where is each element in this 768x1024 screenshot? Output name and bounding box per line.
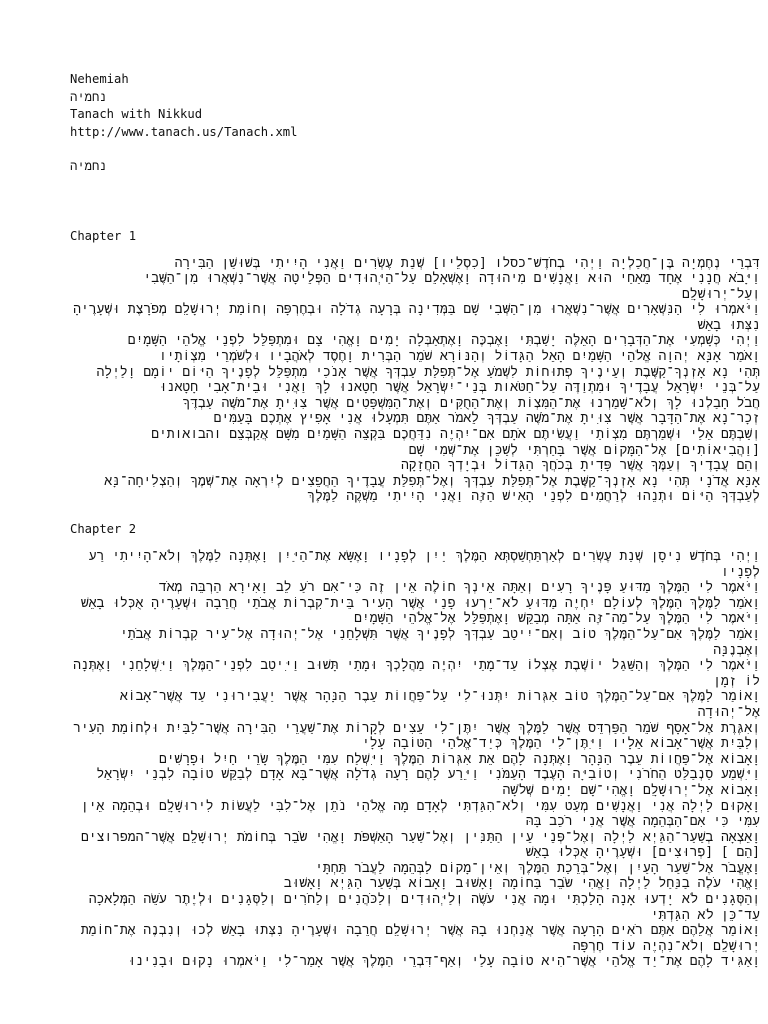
verse-line: וָאוֹמַר אֲלֵהֶם אַתֶּם רֹאִים הָרָעָה אֲשֶׁר אֲנַחְנוּ בָהּ אֲשֶׁר יְרוּשָׁלִַם חֲרֵבָה וּשְׁעָרֶיהָ נִצְּתוּ בָאֵשׁ לְכוּ וְנִבְנֶה אֶת־חוֹמַת יְרוּשָׁלִַם וְלֹא־נִהְיֶה עוֹד חֶרְפָּה xyxy=(80,923,760,954)
verse-line: וָאָבוֹא אֶל־פַּחֲווֹת עֵבֶר הַנָּהָר וָאֶתְּנָה לָהֶם אֵת אִגְּרוֹת הַמֶּלֶךְ וַיִּשְׁלַח עִמִּי הַמֶּלֶךְ שָׂרֵי חַיִל וּפָרָשִׁים xyxy=(158,751,760,767)
verse-line: וַיָּבֹא חֲנָנִי אֶחָד מֵאַחַי הוּא וַאֲנָשִׁים מִיהוּדָה וָאֶשְׁאָלֵם עַל־הַיְּהוּדִים הַפְּלֵיטָה אֲשֶׁר־נִשְׁאֲרוּ מִן־הַשֶּׁבִי וְעַל־יְרוּשָׁלִָם xyxy=(143,271,760,302)
verse-line: וְאִגֶּרֶת אֶל־אָסָף שֹׁמֵר הַפַּרְדֵּס אֲשֶׁר לַמֶּלֶךְ אֲשֶׁר יִתֶּן־לִי עֵצִים לְקָרוֹת אֶת־שַׁעֲרֵי הַבִּירָה אֲשֶׁר־לַבַּיִת וּלְחוֹמַת הָעִיר וְלַבַּיִת אֲשֶׁר־אָבוֹא אֵלָיו וַיִּתֶּן־לִי הַמֶּלֶךְ כְּיַד־אֱלֹהַי הַטּוֹבָה עָלָי xyxy=(73,720,760,752)
verse-line: וָאֹמַר אָנָּא יְהוָה אֱלֹהֵי הַשָּׁמַיִם הָאֵל הַגָּדוֹל וְהַנּוֹרָא שֹׁמֵר הַבְּרִית וָחֶסֶד לְאֹהֲבָיו וּלְשֹׁמְרֵי מִצְוֹתָיו xyxy=(158,349,760,365)
verse-line: וַיִּשְׁמַע סַנְבַלַּט הַחֹרֹנִי וְטוֹבִיָּה הָעֶבֶד הָעַמֹּנִי וַיֵּרַע לָהֶם רָעָה גְדֹלָה אֲשֶׁר־בָּא אָדָם לְבַקֵּשׁ טוֹבָה לִבְנֵי יִשְׂרָאֵל xyxy=(96,767,760,783)
document-title-he: נחמיה xyxy=(70,159,107,173)
verse-line: חֲבֹל חָבַלְנוּ לָךְ וְלֹא־שָׁמַרְנוּ אֶת־הַמִּצְוֹת וְאֶת־הַחֻקִּים וְאֶת־הַמִּשְׁפָּטִים אֲשֶׁר צִוִּיתָ אֶת־מֹשֶׁה עַבְדֶּךָ xyxy=(182,395,760,411)
verse-line: וָאֶעֱבֹר אֶל־שַׁעַר הָעַיִן וְאֶל־בְּרֵכַת הַמֶּלֶךְ וְאֵין־מָקוֹם לַבְּהֵמָה לַעֲבֹר תַּחְתָּי xyxy=(315,860,760,876)
verse-line: וָאֹמַר לַמֶּלֶךְ הַמֶּלֶךְ לְעוֹלָם יִחְיֶה מַדּוּעַ לֹא־יֵרְעוּ פָנַי אֲשֶׁר הָעִיר בֵּית־קִבְרוֹת אֲבֹתַי חֲרֵבָה וּשְׁעָרֶיהָ אֻכְּלוּ בָאֵשׁ xyxy=(80,595,760,611)
verse-line: וָאֹמַר לַמֶּלֶךְ אִם־עַל־הַמֶּלֶךְ טוֹב וְאִם־יִיטַב עַבְדְּךָ לְפָנֶיךָ אֲשֶׁר תִּשְׁלָחֵנִי אֶל־יְהוּדָה אֶל־עִיר קִבְרוֹת אֲבֹתַי וְאֶבְנֶנָּה xyxy=(119,626,760,658)
verse-line: זְכָר־נָא אֶת־הַדָּבָר אֲשֶׁר צִוִּיתָ אֶת־מֹשֶׁה עַבְדְּךָ לֵאמֹר אַתֶּם תִּמְעָלוּ אֲנִי אָפִיץ אֶתְכֶם בָּעַמִּים xyxy=(213,411,760,427)
verse-line: וְהֵם עֲבָדֶיךָ וְעַמֶּךָ אֲשֶׁר פָּדִיתָ בְּכֹחֲךָ הַגָּדוֹל וּבְיָדְךָ הַחֲזָקָה xyxy=(400,458,760,474)
verse-line: וָאֱהִי עֹלֶה בַנַּחַל לַיְלָה וָאֱהִי שֹׂבֵר בַּחוֹמָה וָאָשׁוּב וָאָבוֹא בְּשַׁעַר הַגַּיְא וָאָשׁוּב xyxy=(283,876,760,892)
chapter-2-verses xyxy=(70,549,760,970)
verse-line: וַיֹּאמֶר לִי הַמֶּלֶךְ מַדּוּעַ פָּנֶיךָ רָעִים וְאַתָּה אֵינְךָ חוֹלֶה אֵין זֶה כִּי־אִם רֹעַ לֵב וָאִירָא הַרְבֵּה מְאֹד xyxy=(158,580,760,596)
verse-line: וַיְהִי בְּחֹדֶשׁ נִיסָן שְׁנַת עֶשְׂרִים לְאַרְתַּחְשַׁסְתְּא הַמֶּלֶךְ יַיִן לְפָנָיו וָאֶשָּׂא אֶת־הַיַּיִן וָאֶתְּנָה לַמֶּלֶךְ וְלֹא־הָיִיתִי רַע לְפָנָיו xyxy=(88,549,760,580)
verse-line: וָאָבוֹא אֶל־יְרוּשָׁלִָם וָאֱהִי־שָׁם יָמִים שְׁלֹשָׁה xyxy=(502,782,760,798)
chapter-1-verses xyxy=(70,256,760,506)
source-name: Tanach with Nikkud xyxy=(70,107,203,121)
verse-line: וְהַסְּגָנִים לֹא יָדְעוּ אָנָה הָלַכְתִּי וּמָה אֲנִי עֹשֶׂה וְלַיְּהוּדִים וְלַכֹּהֲנִים וְלַחֹרִים וְלַסְּגָנִים וּלְיֶתֶר עֹשֵׂה הַמְּלָאכָה עַד־כֵּן לֹא הִגַּדְתִּי xyxy=(88,892,760,923)
verse-line: וַיֹּאמֶר לִי הַמֶּלֶךְ וְהַשֵּׁגַל יוֹשֶׁבֶת אֶצְלוֹ עַד־מָתַי יִהְיֶה מַהֲלָכְךָ וּמָתַי תָּשׁוּב וַיִּיטַב לִפְנֵי־הַמֶּלֶךְ וַיִּשְׁלָחֵנִי וָאֶתְּנָה לוֹ זְמָן xyxy=(73,658,760,689)
verse-line: וַיְהִי כְּשָׁמְעִי אֶת־הַדְּבָרִים הָאֵלֶּה יָשַׁבְתִּי וָאֶבְכֶּה וָאֶתְאַבְּלָה יָמִים וָאֱהִי צָם וּמִתְפַּלֵּל לִפְנֵי אֱלֹהֵי הַשָּׁמָיִם xyxy=(127,333,760,349)
verse-line: אָנָּא אֲדֹנָי תְּהִי נָא אָזְנְךָ־קַשֶּׁבֶת אֶל־תְּפִלַּת עַבְדְּךָ וְאֶל־תְּפִלַּת עֲבָדֶיךָ הַחֲפֵצִים לְיִרְאָה אֶת־שְׁמֶךָ וְהַצְלִיחָה־נָּא לְעַבְדְּךָ הַיּוֹם וּתְנֵהוּ לְרַחֲמִים לִפְנֵי הָאִישׁ הַזֶּה וַאֲנִי הָיִיתִי מַשְׁקֶה לַמֶּלֶךְ xyxy=(104,473,760,505)
verse-line: וָאֵצְאָה בְשַׁעַר־הַגַּיְא לַיְלָה וְאֶל־פְּנֵי עֵין הַתַּנִּין וְאֶל־שַׁעַר הָאַשְׁפֹּת וָאֱהִי שֹׂבֵר בְּחוֹמֹת יְרוּשָׁלִַם אֲשֶׁר־המפרוצים [הֵם ] [פְרוּצִים] וּשְׁעָרֶיהָ אֻכְּלוּ בָאֵשׁ xyxy=(80,829,760,861)
source-url: http://www.tanach.us/Tanach.xml xyxy=(70,124,298,139)
chapter-heading: Chapter 2 xyxy=(70,522,137,536)
verse-line: וָאַגִּיד לָהֶם אֶת־יַד אֱלֹהַי אֲשֶׁר־הִיא טוֹבָה עָלַי וְאַף־דִּבְרֵי הַמֶּלֶךְ אֲשֶׁר אָמַר־לִי וַיֹּאמְרוּ נָקוּם וּבָנִינוּ xyxy=(127,954,760,970)
chapter-heading: Chapter 1 xyxy=(70,228,137,243)
verse-line: וַיֹּאמְרוּ לִי הַנִּשְׁאָרִים אֲשֶׁר־נִשְׁאֲרוּ מִן־הַשְּׁבִי שָׁם בַּמְּדִינָה בְּרָעָה גְדֹלָה וּבְחֶרְפָּה וְחוֹמַת יְרוּשָׁלִַם מְפֹרָצֶת וּשְׁעָרֶיהָ נִצְּתוּ בָאֵשׁ xyxy=(73,302,760,333)
verse-line: דִּבְרֵי נְחֶמְיָה בֶּן־חֲכַלְיָה וַיְהִי בְחֹדֶשׁ־כסלו [כִסְלֵיו] שְׁנַת עֶשְׂרִים וַאֲנִי הָיִיתִי בְּשׁוּשַׁן הַבִּירָה xyxy=(174,255,760,271)
verse-line: וַיֹּאמֶר לִי הַמֶּלֶךְ עַל־מַה־זֶּה אַתָּה מְבַקֵּשׁ וָאֶתְפַּלֵּל אֶל־אֱלֹהֵי הַשָּׁמָיִם xyxy=(354,611,760,627)
verse-line: וָאוֹמַר לַמֶּלֶךְ אִם־עַל־הַמֶּלֶךְ טוֹב אִגְּרוֹת יִתְּנוּ־לִי עַל־פַּחֲווֹת עֵבֶר הַנָּהָר אֲשֶׁר יַעֲבִירוּנִי עַד אֲשֶׁר־אָבוֹא אֶל־יְהוּדָה xyxy=(119,689,760,720)
verse-line: וָאָקוּם לַיְלָה אֲנִי וַאֲנָשִׁים מְעַט עִמִּי וְלֹא־הִגַּדְתִּי לְאָדָם מָה אֱלֹהַי נֹתֵן אֶל־לִבִּי לַעֲשׂוֹת לִירוּשָׁלִָם וּבְהֵמָה אֵין עִמִּי כִּי אִם־הַבְּהֵמָה אֲשֶׁר אֲנִי רֹכֵב בָּהּ xyxy=(80,798,760,830)
verse-line: תְּהִי נָא אָזְנְךָ־קַשֶּׁבֶת וְעֵינֶיךָ פְתוּחוֹת לִשְׁמֹעַ אֶל־תְּפִלַּת עַבְדְּךָ אֲשֶׁר אָנֹכִי מִתְפַּלֵּל לְפָנֶיךָ הַיּוֹם יוֹמָם וָלַיְלָה עַל־בְּנֵי יִשְׂרָאֵל עֲבָדֶיךָ וּמִתְוַדֶּה עַל־חַטֹּאות בְּנֵי־יִשְׂרָאֵל אֲשֶׁר חָטָאנוּ לָךְ וַאֲנִי וּבֵית־אָבִי חָטָאנוּ xyxy=(96,364,760,396)
book-title-en: Nehemiah xyxy=(70,72,129,86)
verse-line: וְשַׁבְתֶּם אֵלַי וּשְׁמַרְתֶּם מִצְוֹתַי וַעֲשִׂיתֶם אֹתָם אִם־יִהְיֶה נִדַּחֲכֶם בִּקְצֵה הַשָּׁמַיִם מִשָּׁם אֲקַבְּצֵם והבואותים [וַהֲבִיאוֹתִים] אֶל־הַמָּקוֹם אֲשֶׁר בָּחַרְתִּי לְשַׁכֵּן אֶת־שְׁמִי שָׁם xyxy=(151,427,760,458)
document-page xyxy=(70,71,760,970)
book-title-he: נחמיה xyxy=(70,89,107,104)
